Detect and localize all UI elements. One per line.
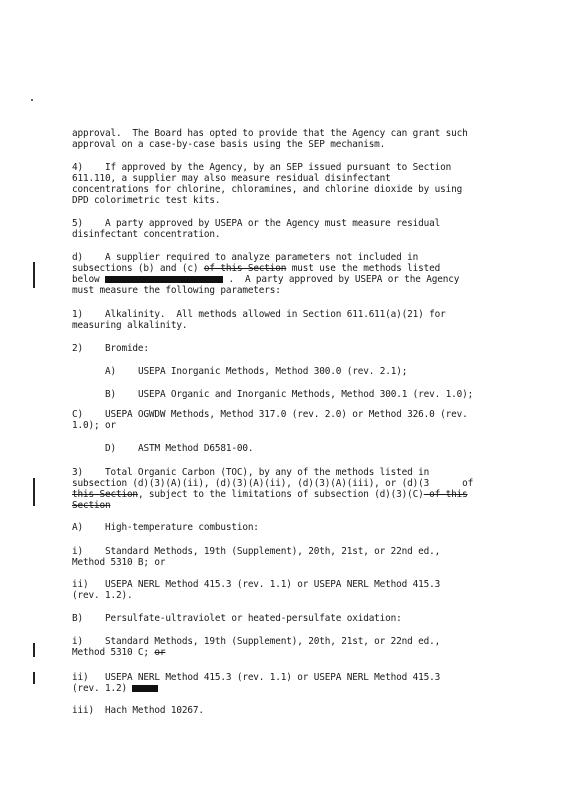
text-line: i) Standard Methods, 19th (Supplement), 20th, 21st, or 22nd ed., (72, 546, 441, 557)
text-line: B) Persulfate-ultraviolet or heated-persulfate oxidation: (72, 613, 402, 624)
text-line: 611.110, a supplier may also measure residual disinfectant (72, 173, 391, 184)
text-line: B) USEPA Organic and Inorganic Methods, Method 300.1 (rev. 1.0); (105, 389, 474, 400)
text-line: i) Standard Methods, 19th (Supplement), 20th, 21st, or 22nd ed., (72, 636, 441, 647)
redaction-mark (105, 276, 223, 283)
struck-text: of this Section (203, 263, 287, 274)
text-line: approval. The Board has opted to provide that the Agency can grant such (72, 128, 468, 139)
change-bar (33, 643, 35, 657)
text-span: must use the methods listed (286, 263, 441, 274)
text-span: (rev. 1.2) (72, 683, 133, 694)
struck-text: Section (72, 500, 111, 511)
redaction-mark (132, 685, 158, 692)
text-line: approval on a case-by-case basis using the SEP mechanism. (72, 139, 386, 150)
text-line: C) USEPA OGWDW Methods, Method 317.0 (rev. 2.0) or Method 326.0 (rev. (72, 409, 468, 420)
text-line: 3) Total Organic Carbon (TOC), by any of the methods listed in (72, 467, 430, 478)
text-line: 2) Bromide: (72, 343, 149, 354)
text-line: DPD colorimetric test kits. (72, 195, 221, 206)
text-line: disinfectant concentration. (72, 229, 221, 240)
struck-text: this Section (72, 489, 138, 500)
change-bar (33, 262, 35, 288)
text-line (72, 274, 459, 286)
text-line (72, 683, 158, 695)
text-span: Method 5310 C; (72, 647, 155, 658)
text-span: subsections (b) and (c) (72, 263, 204, 274)
text-line: A) USEPA Inorganic Methods, Method 300.0 (rev. 2.1); (105, 366, 408, 377)
text-line (72, 647, 165, 659)
struck-text: or (154, 647, 166, 658)
text-line: must measure the following parameters: (72, 285, 281, 296)
text-line (72, 489, 468, 501)
text-line (72, 263, 440, 275)
text-span: , subject to the limitations of subsection (d)(3)(C) (137, 489, 424, 500)
text-line: D) ASTM Method D6581-00. (105, 443, 254, 454)
text-line: measuring alkalinity. (72, 320, 188, 331)
change-bar (33, 478, 35, 506)
text-line: subsection (d)(3)(A)(ii), (d)(3)(A)(ii), (d)(3)(A)(iii), or (d)(3 of (72, 478, 474, 489)
text-line: 1) Alkalinity. All methods allowed in Section 611.611(a)(21) for (72, 309, 446, 320)
text-span: below (72, 274, 105, 285)
change-bar (33, 672, 35, 684)
text-line: A) High-temperature combustion: (72, 522, 259, 533)
text-span: . A party approved by USEPA or the Agency (222, 274, 460, 285)
text-line: ii) USEPA NERL Method 415.3 (rev. 1.1) or USEPA NERL Method 415.3 (72, 672, 441, 683)
text-line: (rev. 1.2). (72, 590, 133, 601)
struck-text: of this (423, 489, 468, 500)
text-line: 1.0); or (72, 420, 116, 431)
text-line: Method 5310 B; or (72, 557, 166, 568)
text-line: ii) USEPA NERL Method 415.3 (rev. 1.1) or USEPA NERL Method 415.3 (72, 579, 441, 590)
text-line: concentrations for chlorine, chloramines, and chlorine dioxide by using (72, 184, 463, 195)
text-line: d) A supplier required to analyze parameters not included in (72, 252, 419, 263)
text-line: 5) A party approved by USEPA or the Agency must measure residual (72, 218, 441, 229)
text-line: 4) If approved by the Agency, by an SEP issued pursuant to Section (72, 162, 452, 173)
text-line (72, 500, 110, 512)
text-line: iii) Hach Method 10267. (72, 705, 204, 716)
scan-speck (31, 99, 33, 101)
